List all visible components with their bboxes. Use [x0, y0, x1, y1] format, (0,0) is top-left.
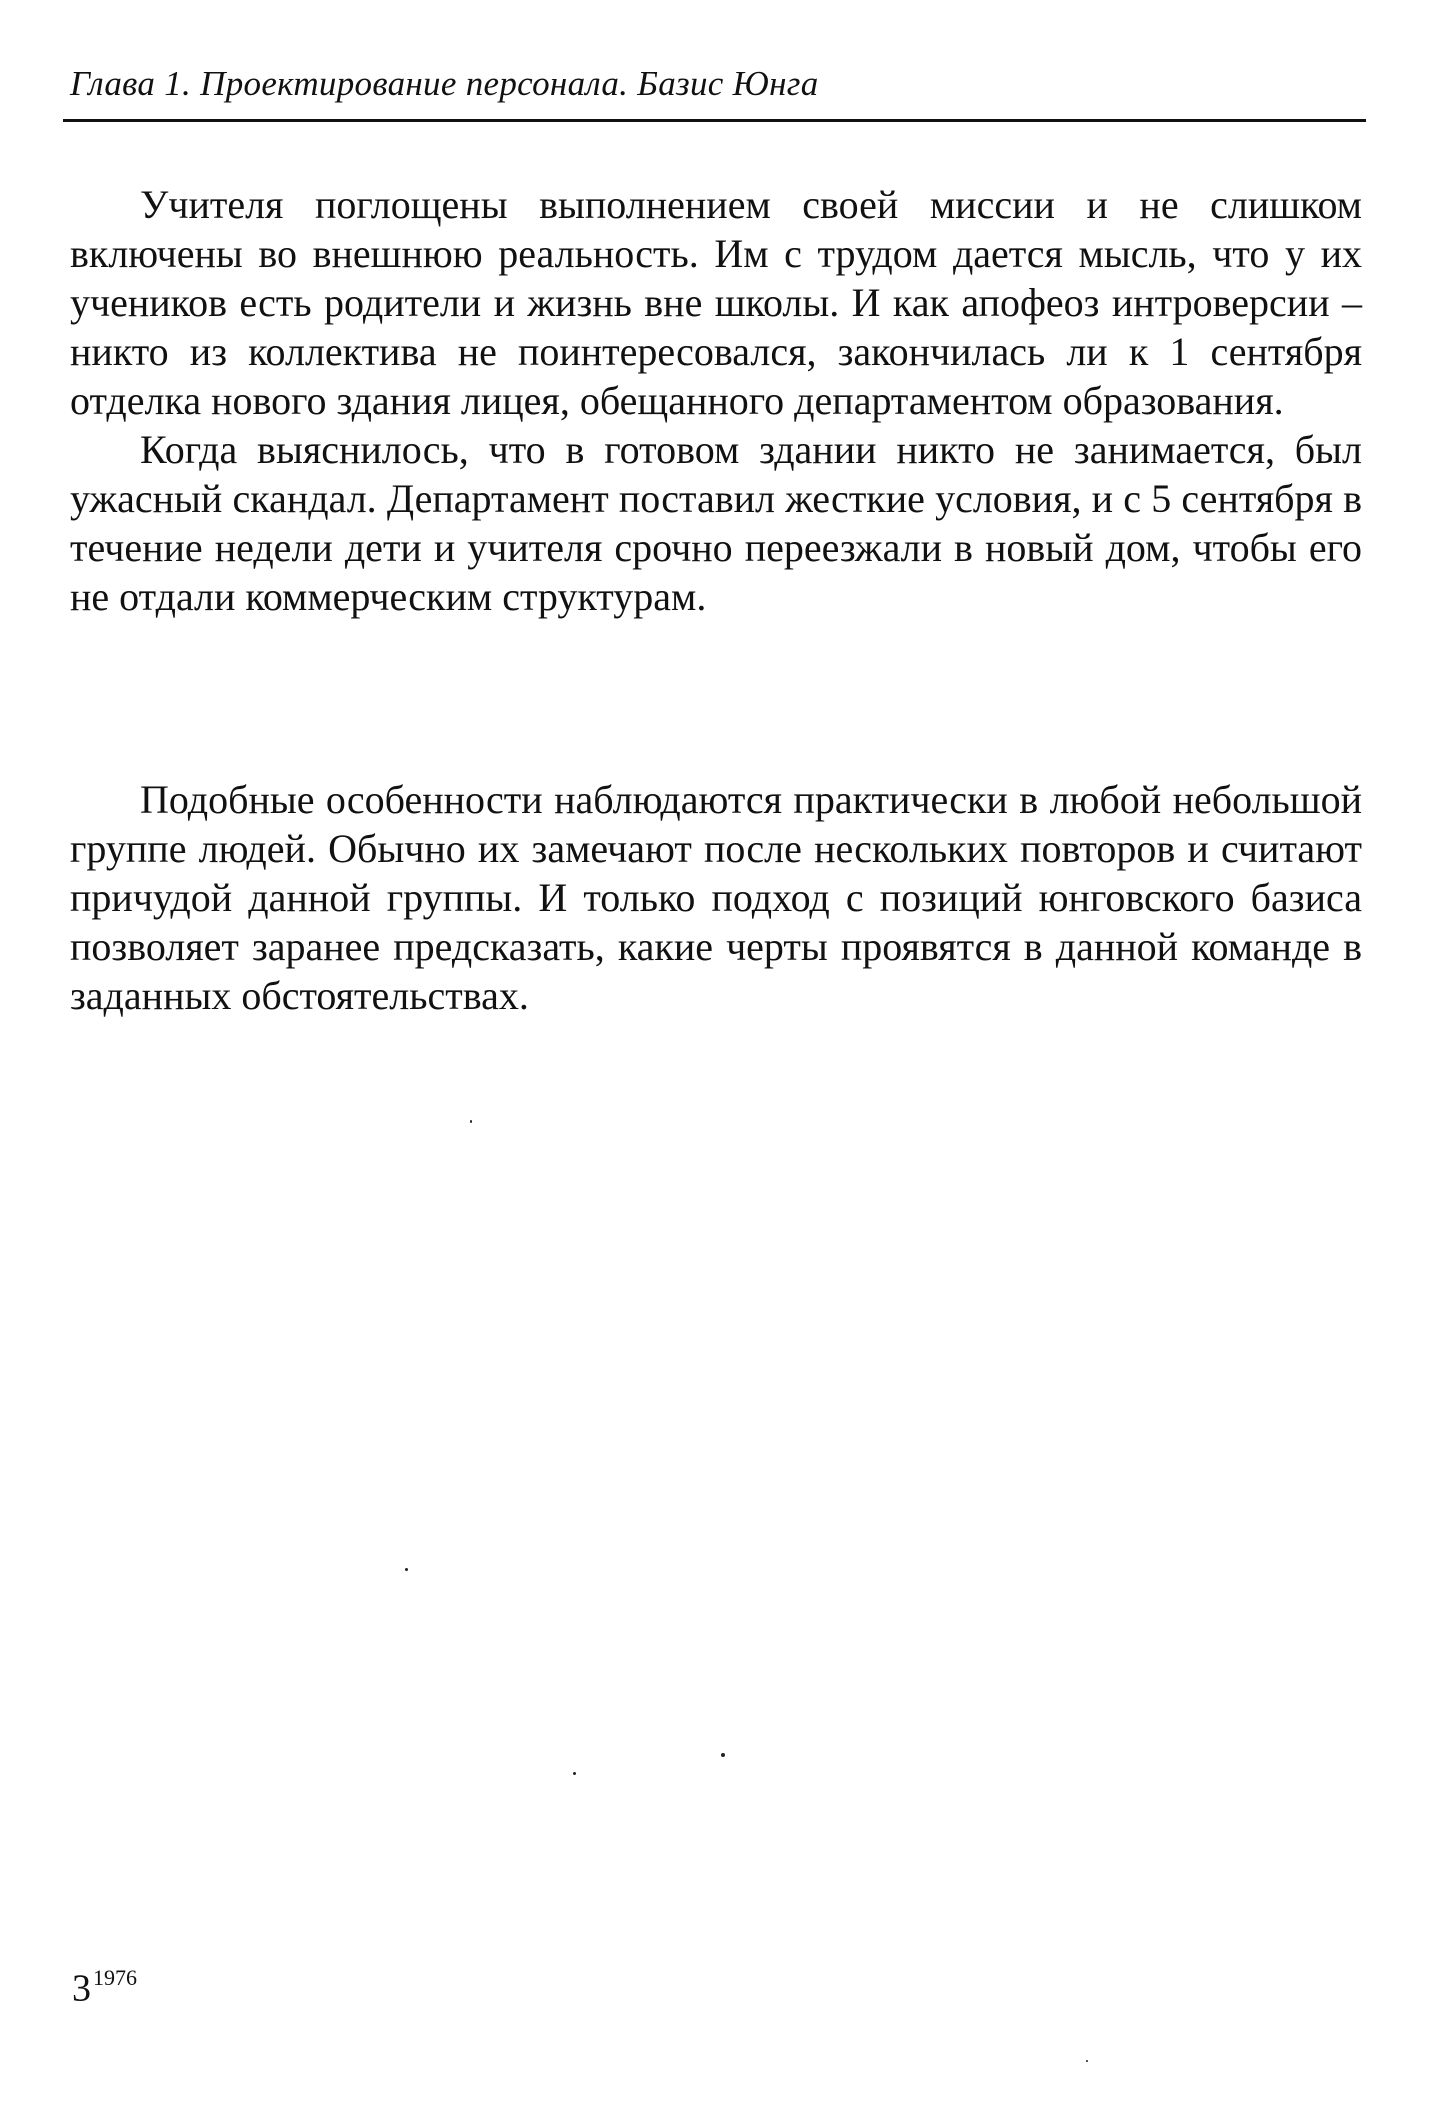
text-block-1: [70, 180, 1362, 621]
running-head: Глава 1. Проектирование персонала. Базис Юнга: [70, 64, 819, 103]
paragraph-teachers: Учителя поглощены выполнением своей миссии и не слишком включены во внешнюю реальность. Им с трудом дается мысль, что у их учеников есть родители и жизнь вне школы. И как апофеоз интроверсии – никто из коллектива не поинтересовался, закончилась ли к 1 сентября отделка нового здания лицея, обещанного департаментом образования.: [70, 182, 1362, 423]
signature-code: 1976: [93, 1965, 137, 1990]
paragraph-scandal: Когда выяснилось, что в готовом здании никто не занимается, был ужасный скандал. Департамент поставил жесткие условия, и с 5 сентября в течение недели дети и учителя срочно переезжали в новый дом, чтобы его не отдали коммерческим структурам.: [70, 427, 1362, 619]
scan-speck: [470, 1120, 472, 1123]
text-block-2: [70, 775, 1362, 1020]
scan-speck: [405, 1568, 408, 1571]
scan-speck: [573, 1772, 576, 1775]
scan-speck: [721, 1753, 725, 1757]
paragraph-features: Подобные особенности наблюдаются практически в любой небольшой группе людей. Обычно их замечают после нескольких повторов и считают причудой данной группы. И только подход с позиций юнговского базиса позволяет заранее предсказать, какие черты проявятся в данной команде в заданных обстоятельствах.: [70, 777, 1362, 1018]
signature-number: 3: [72, 1967, 91, 2010]
scan-speck: [1086, 2060, 1088, 2062]
printer-signature: [72, 1960, 137, 2009]
header-rule: [63, 119, 1366, 122]
